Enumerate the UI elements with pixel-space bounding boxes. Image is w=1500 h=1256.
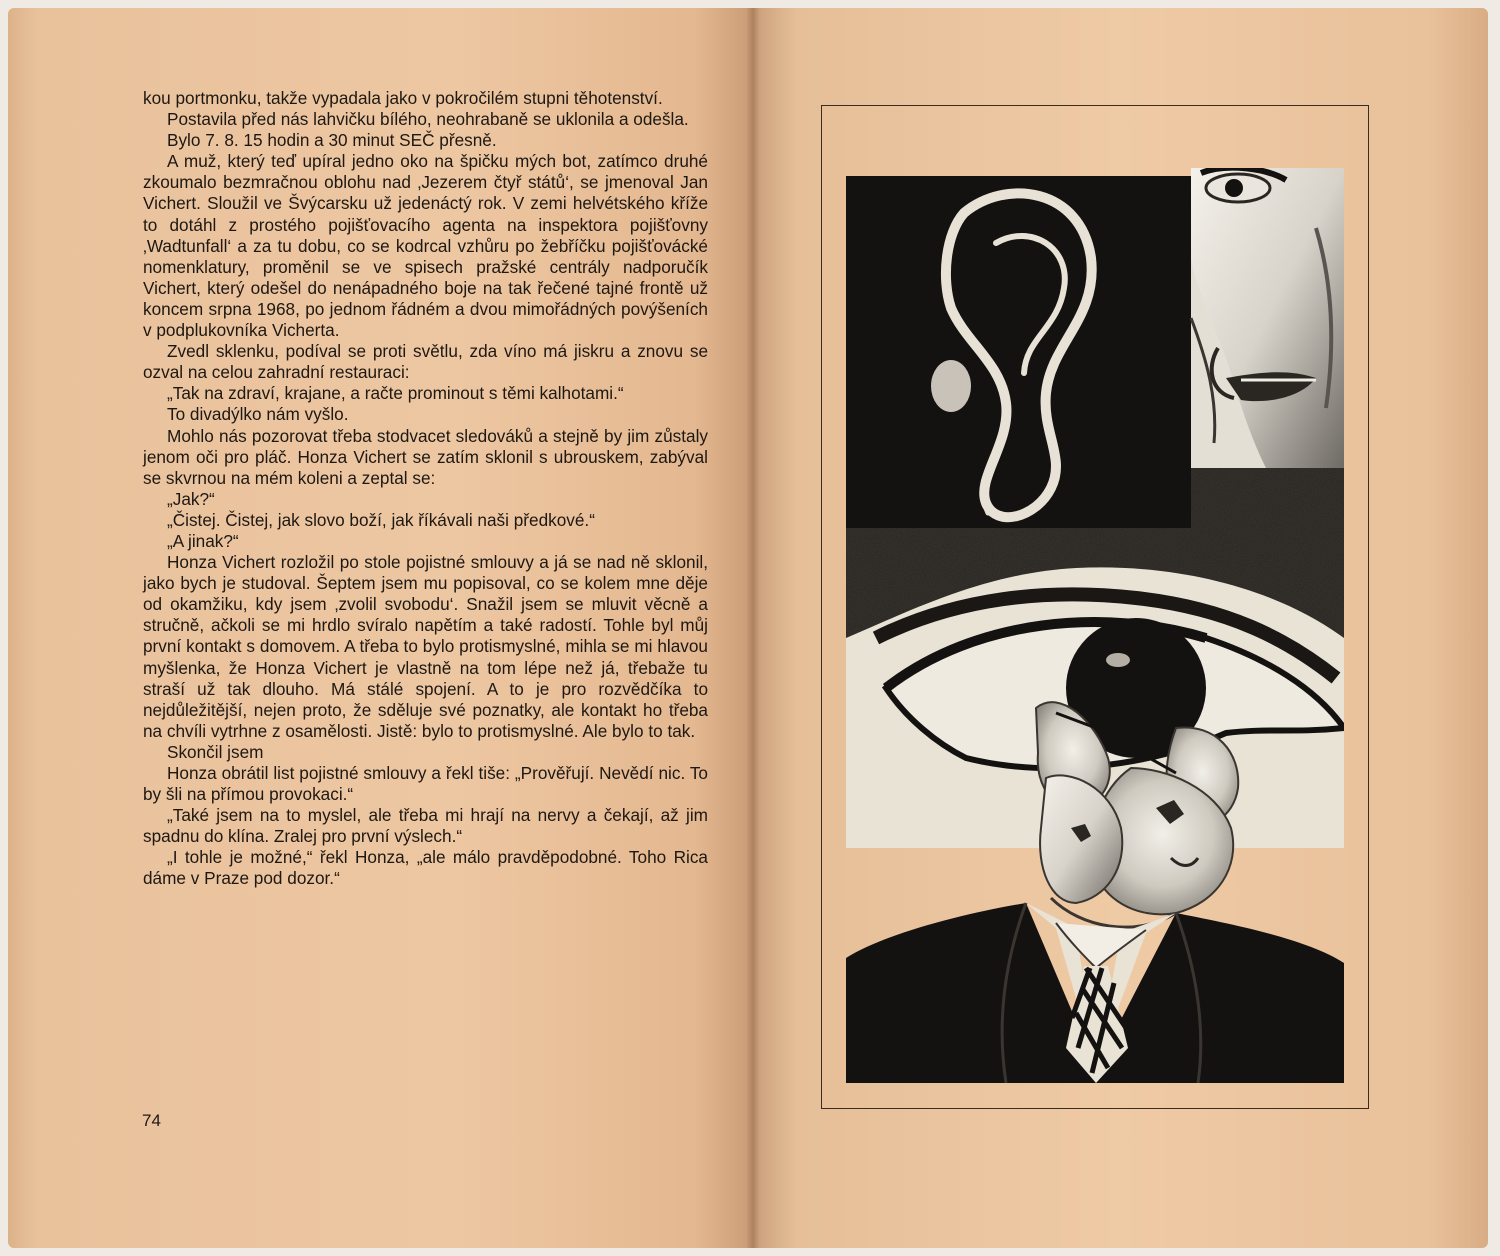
right-page <box>753 8 1488 1248</box>
paragraph: Mohlo nás pozorovat třeba stodvacet sledováků a stejně by jim zůstaly jenom oči pro pláč. Honza Vichert se zatím sklonil s ubrouskem, zabýval se skvrnou na mém koleni a zeptal se: <box>143 425 708 488</box>
paragraph: A muž, který teď upíral jedno oko na špičku mých bot, zatímco druhé zkoumalo bezmračnou oblohu nad ‚Jezerem čtyř států‘, se jmenoval Jan Vichert. Sloužil ve Švýcarsku už jedenáctý rok. V zemi helvétského kříže to dotáhl z prostého pojišťovacího agenta na inspektora pojišťovny ‚Wadtunfall‘ a za tu dobu, co se kodrcal vzhůru po žebříčku pojišťovácké nomenklatury, proměnil se ve spisech pražské centrály nadporučík Vichert, který odešel do nenápadného boje na tak řečené tajné frontě už koncem srpna 1968, po jednom řádném a dvou mimořádných povýšeních v podplukovníka Vicherta. <box>143 151 708 341</box>
paragraph: „A jinak?“ <box>167 530 239 551</box>
illustration-frame <box>821 105 1369 1109</box>
suit-image <box>846 903 1344 1083</box>
left-page <box>8 8 753 1248</box>
paragraph: „I tohle je možné,“ řekl Honza, „ale málo pravděpodobné. Toho Rica dáme v Praze pod dozor.“ <box>143 847 708 889</box>
page-text <box>143 88 708 890</box>
page-number: 74 <box>142 1111 161 1130</box>
paragraph: kou portmonku, takže vypadala jako v pokročilém stupni těhotenství. <box>143 88 663 108</box>
paragraph: Honza Vichert rozložil po stole pojistné smlouvy a já se nad ně sklonil, jako bych je studoval. Šeptem jsem mu popisoval, co se kolem mne děje od okamžiku, kdy jsem ‚zvolil svobodu‘. Snažil jsem se mluvit věcně a stručně, ačkoli se mi hrdlo svíralo napětím a také radostí. Tohle byl můj první kontakt s domovem. A třeba to bylo protismyslné, mihla se mi hlavou myšlenka, že Honza Vichert je vlastně na tom lépe než já, třebaže tu straší už tak dlouho. Má stálé spojení. A to je pro rozvědčíka to nejdůležitější, nejen proto, že sděluje své poznatky, ale kontakt ho třeba na chvíli vytrhne z osamělosti. Jistě: bylo to protismyslné. Ale bylo to tak. <box>143 552 708 741</box>
paragraph: Honza obrátil list pojistné smlouvy a řekl tiše: „Prověřují. Nevědí nic. To by šli na přímou provokaci.“ <box>143 763 708 805</box>
paragraph: To divadýlko nám vyšlo. <box>167 404 349 425</box>
paragraph: „Také jsem na to myslel, ale třeba mi hrají na nervy a čekají, až jim spadnu do klína. Zralej pro první výslech.“ <box>143 805 708 847</box>
paragraph: Bylo 7. 8. 15 hodin a 30 minut SEČ přesně. <box>167 130 497 151</box>
paragraph: Postavila před nás lahvičku bílého, neohrabaně se uklonila a odešla. <box>167 109 689 130</box>
paragraph: „Čistej. Čistej, jak slovo boží, jak říkávali naši předkové.“ <box>167 509 595 530</box>
paragraph: Skončil jsem <box>167 741 264 762</box>
paragraph: Zvedl sklenku, podíval se proti světlu, zda víno má jiskru a znovu se ozval na celou zahradní restauraci: <box>143 341 708 383</box>
paragraph: „Tak na zdraví, krajane, a račte prominout s těmi kalhotami.“ <box>167 383 624 404</box>
face-fragment-image <box>1191 168 1344 468</box>
paragraph: „Jak?“ <box>167 488 215 509</box>
book-gutter <box>746 8 760 1248</box>
collage-illustration <box>846 168 1344 1083</box>
book-spread <box>8 8 1488 1248</box>
